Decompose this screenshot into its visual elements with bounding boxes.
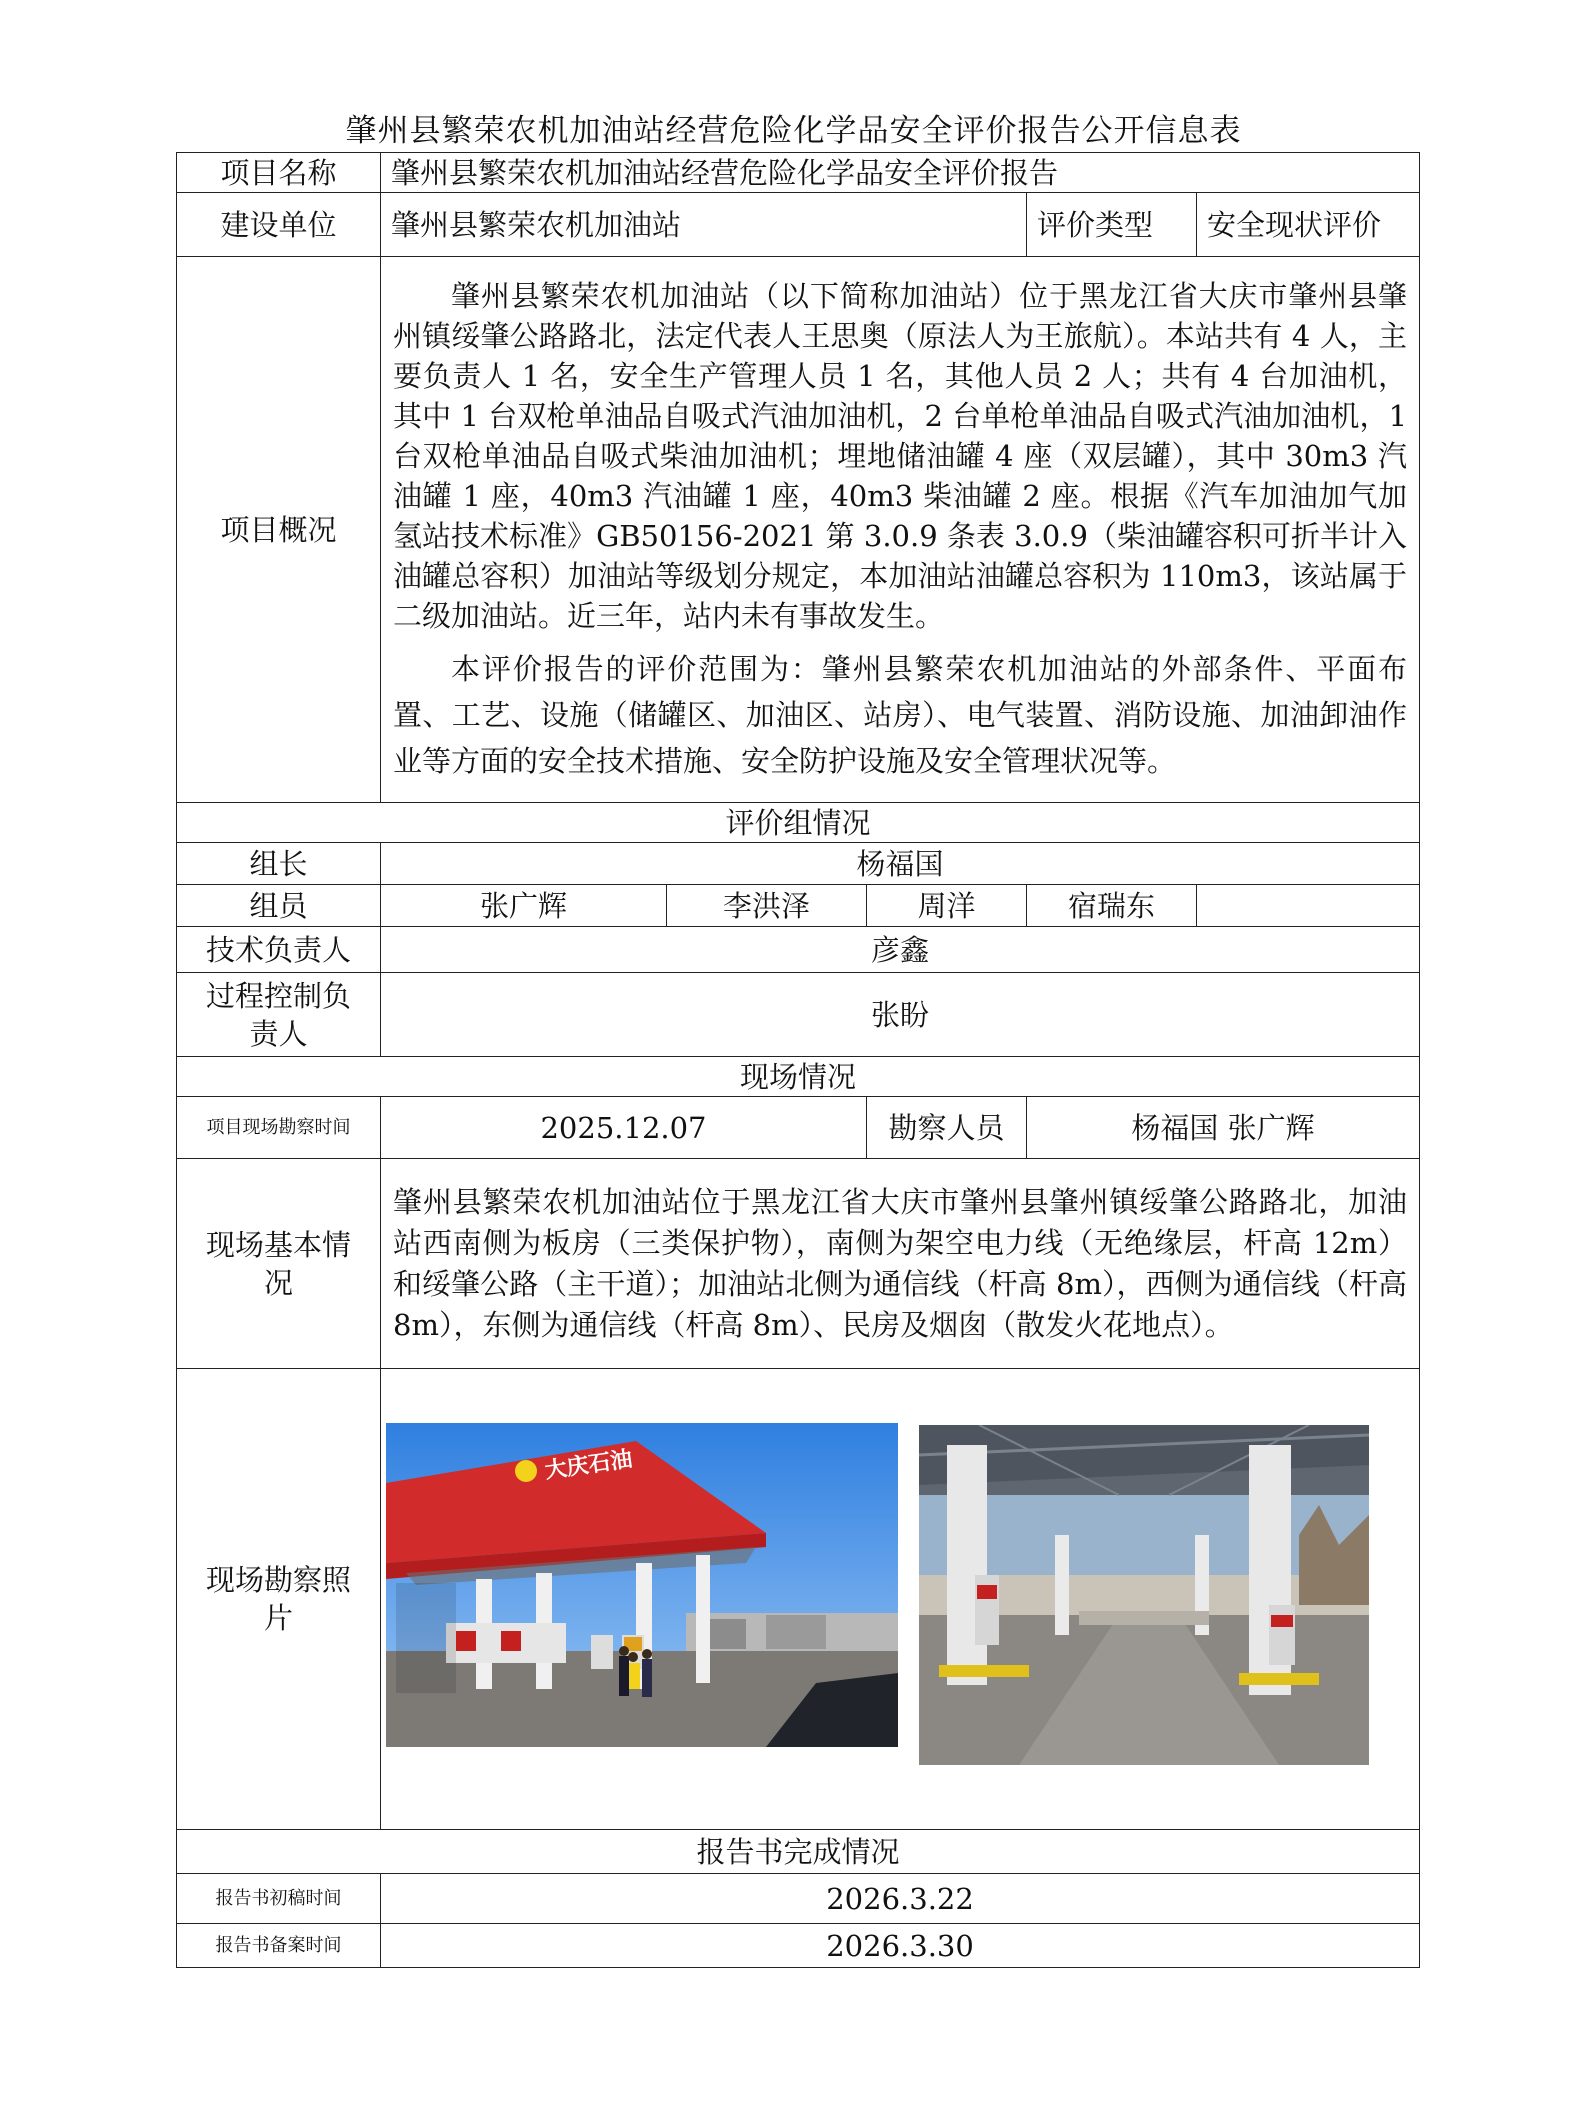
filing-value: 2026.3.30 (381, 1924, 1420, 1968)
leader-value: 杨福国 (381, 843, 1420, 885)
process-value: 张盼 (381, 973, 1420, 1057)
surveyors-label: 勘察人员 (867, 1097, 1027, 1159)
members-label: 组员 (177, 885, 381, 927)
row-survey (177, 1097, 1420, 1159)
row-process (177, 973, 1420, 1057)
row-project-name (177, 153, 1420, 193)
overview-paragraph-1: 肇州县繁荣农机加油站（以下简称加油站）位于黑龙江省大庆市肇州县肇州镇绥肇公路路北，法定代表人王思奥（原法人为王旅航）。本站共有 4 人，主要负责人 1 名，安全生产管理人员 1 名，其他人员 2 人；共有 4 台加油机，其中 1 台双枪单油品自吸式汽油加油机，2 台单枪单油品自吸式汽油加油机，1 台双枪单油品自吸式柴油加油机；埋地储油罐 4 座（双层罐），其中 30m3 汽油罐 1 座，40m3 汽油罐 1 座，40m3 柴油罐 2 座。根据《汽车加油加气加氢站技术标准》GB50156-2021 第 3.0.9 条表 3.0.9（柴油罐容积可折半计入油罐总容积）加油站等级划分规定，本加油站油罐总容积为 110m3，该站属于二级加油站。近三年，站内未有事故发生。 (393, 278, 1408, 633)
canopy-sign-text: 大庆石油 (543, 1446, 634, 1484)
builder-value: 肇州县繁荣农机加油站 (381, 193, 1027, 257)
eval-type-label: 评价类型 (1027, 193, 1197, 257)
overview-label: 项目概况 (177, 257, 381, 803)
row-site-section (177, 1057, 1420, 1097)
tech-label: 技术负责人 (177, 927, 381, 973)
photos-label: 现场勘察照片 (177, 1369, 381, 1830)
draft-value: 2026.3.22 (381, 1874, 1420, 1924)
report-section-heading: 报告书完成情况 (177, 1830, 1420, 1874)
row-report-section (177, 1830, 1420, 1874)
site-basic-value: 肇州县繁荣农机加油站位于黑龙江省大庆市肇州县肇州镇绥肇公路路北，加油站西南侧为板房（三类保护物），南侧为架空电力线（无绝缘层，杆高 12m）和绥肇公路（主干道）；加油站北侧为通信线（杆高 8m），西侧为通信线（杆高 8m），东侧为通信线（杆高 8m）、民房及烟囱（散发火花地点）。 (393, 1184, 1408, 1342)
eval-type-value: 安全现状评价 (1197, 193, 1420, 257)
row-filing (177, 1924, 1420, 1968)
filing-label: 报告书备案时间 (177, 1924, 381, 1968)
page-title: 肇州县繁荣农机加油站经营危险化学品安全评价报告公开信息表 (345, 113, 1242, 149)
survey-time-value: 2025.12.07 (381, 1097, 867, 1159)
overview-paragraph-2: 本评价报告的评价范围为：肇州县繁荣农机加油站的外部条件、平面布置、工艺、设施（储罐区、加油区、站房）、电气装置、消防设施、加油卸油作业等方面的安全技术措施、安全防护设施及安全管理状况等。 (393, 651, 1408, 778)
member-2: 李洪泽 (667, 885, 867, 927)
row-members (177, 885, 1420, 927)
site-basic-label: 现场基本情况 (177, 1159, 381, 1369)
row-overview (177, 257, 1420, 803)
member-5 (1197, 885, 1420, 927)
row-team-section (177, 803, 1420, 843)
row-site-basic (177, 1159, 1420, 1369)
leader-label: 组长 (177, 843, 381, 885)
member-3: 周洋 (867, 885, 1027, 927)
builder-label: 建设单位 (177, 193, 381, 257)
info-table (176, 152, 1420, 1968)
member-1: 张广辉 (381, 885, 667, 927)
row-draft (177, 1874, 1420, 1924)
row-tech (177, 927, 1420, 973)
draft-label: 报告书初稿时间 (177, 1874, 381, 1924)
process-label: 过程控制负责人 (177, 973, 381, 1057)
team-section-heading: 评价组情况 (177, 803, 1420, 843)
site-photo-2 (919, 1425, 1369, 1765)
site-photo-1 (386, 1423, 898, 1747)
row-photos (177, 1369, 1420, 1830)
survey-time-label: 项目现场勘察时间 (177, 1097, 381, 1159)
tech-value: 彦鑫 (381, 927, 1420, 973)
member-4: 宿瑞东 (1027, 885, 1197, 927)
row-builder (177, 193, 1420, 257)
project-name-value: 肇州县繁荣农机加油站经营危险化学品安全评价报告 (381, 153, 1420, 193)
row-leader (177, 843, 1420, 885)
surveyors-value: 杨福国 张广辉 (1027, 1097, 1420, 1159)
project-name-label: 项目名称 (177, 153, 381, 193)
site-section-heading: 现场情况 (177, 1057, 1420, 1097)
